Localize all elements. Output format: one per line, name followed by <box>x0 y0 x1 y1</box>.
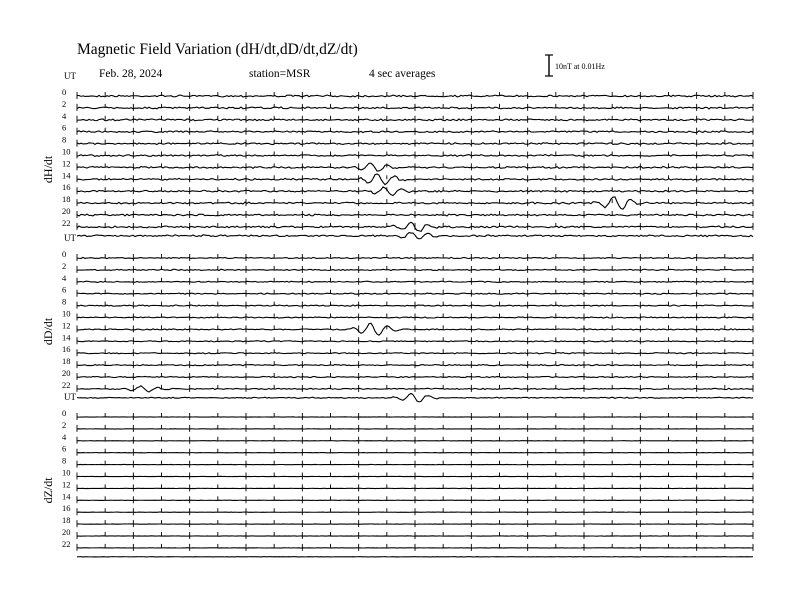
hour-label: 18 <box>62 356 71 367</box>
trace-line <box>77 353 753 354</box>
hour-label: 0 <box>62 249 67 259</box>
trace-line <box>77 281 753 282</box>
trace-line <box>77 197 753 209</box>
trace-line <box>77 393 753 401</box>
hour-label: 16 <box>62 182 71 193</box>
hour-label: 18 <box>62 515 71 526</box>
hour-label: 4 <box>62 431 67 442</box>
hour-label: 12 <box>62 158 71 169</box>
panel-label: dH/dt <box>41 155 55 184</box>
ut-label: UT <box>64 392 76 402</box>
panel-label: dZ/dt <box>41 477 55 504</box>
hour-label: 22 <box>62 538 71 549</box>
hour-label: 22 <box>62 379 71 390</box>
hour-label: 2 <box>62 98 67 109</box>
ut-label: UT <box>64 233 76 243</box>
hour-label: 2 <box>62 419 67 430</box>
station-label: station=MSR <box>249 68 311 80</box>
hour-label: 16 <box>62 503 71 514</box>
hour-label: 10 <box>62 467 71 478</box>
hour-label: 12 <box>62 320 71 331</box>
panel-2 <box>41 233 753 402</box>
trace-line <box>77 233 753 239</box>
panels-group <box>41 71 753 557</box>
hour-label: 6 <box>62 284 67 295</box>
hour-label: 14 <box>62 491 71 502</box>
scale-bar <box>545 55 605 76</box>
hour-label: 20 <box>62 368 71 378</box>
hour-label: 8 <box>62 134 67 145</box>
averaging-label: 4 sec averages <box>369 68 436 80</box>
scale-bar-label: 10nT at 0.01Hz <box>555 62 605 71</box>
panel-3 <box>41 392 753 557</box>
hour-label: 8 <box>62 455 67 466</box>
hour-label: 10 <box>62 308 71 319</box>
hour-label: 4 <box>62 110 67 121</box>
hour-label: 14 <box>62 170 71 181</box>
hour-label: 12 <box>62 479 71 490</box>
hour-label: 6 <box>62 443 67 454</box>
hour-label: 22 <box>62 217 71 228</box>
hour-label: 16 <box>62 344 71 355</box>
hour-label: 6 <box>62 122 67 133</box>
hour-label: 20 <box>62 206 71 216</box>
hour-label: 4 <box>62 272 67 283</box>
hour-label: 20 <box>62 527 71 537</box>
hour-label: 2 <box>62 260 67 271</box>
chart-title: Magnetic Field Variation (dH/dt,dD/dt,dZ/dt) <box>77 41 358 58</box>
hour-label: 14 <box>62 332 71 343</box>
panel-1 <box>41 71 753 239</box>
hour-label: 0 <box>62 408 67 418</box>
trace-line <box>77 323 753 335</box>
hour-label: 0 <box>62 87 67 97</box>
hour-label: 10 <box>62 146 71 157</box>
hour-label: 18 <box>62 194 71 205</box>
hour-label: 8 <box>62 296 67 307</box>
ut-label: UT <box>64 71 76 81</box>
panel-label: dD/dt <box>41 317 55 346</box>
trace-line <box>77 317 753 318</box>
date-label: Feb. 28, 2024 <box>99 68 163 80</box>
